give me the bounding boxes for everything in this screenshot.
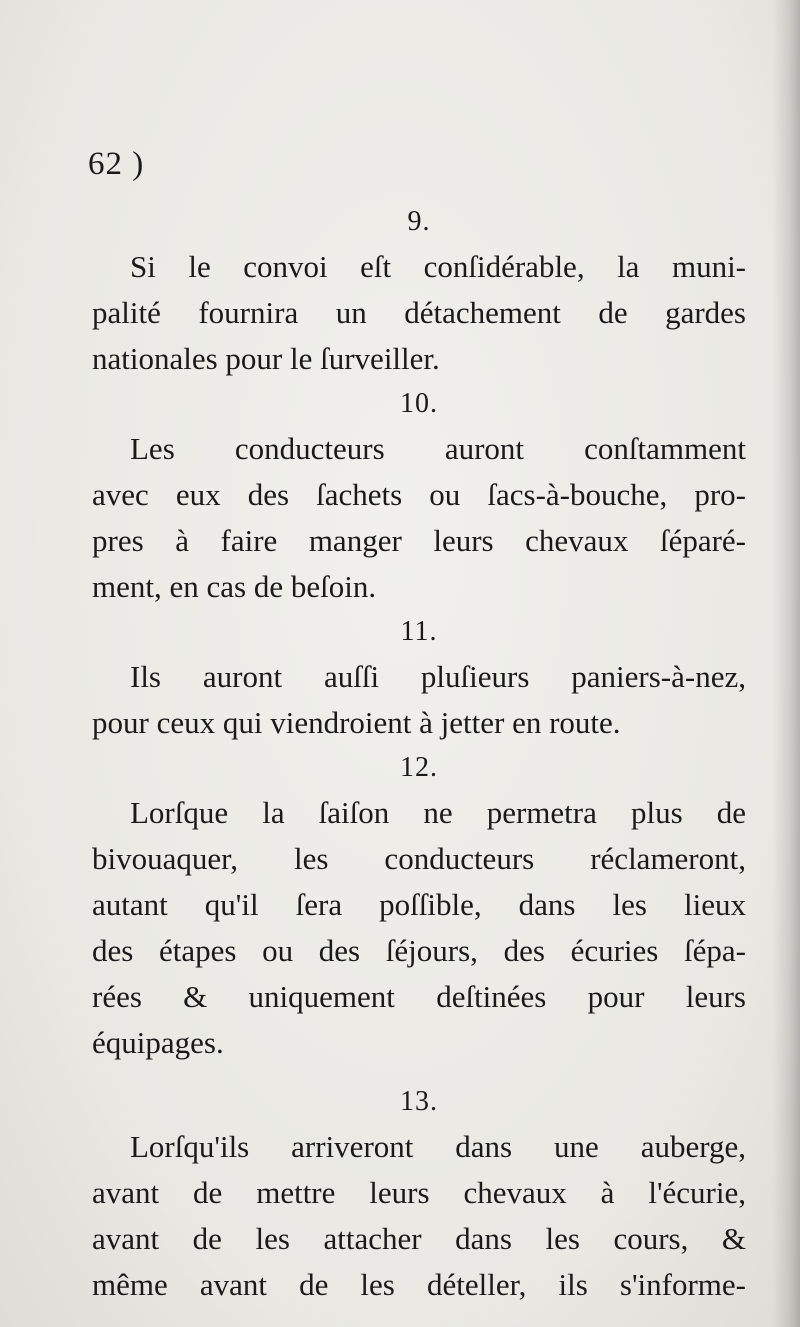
- text-line: pres à faire manger leurs chevaux ſéparé-: [92, 523, 746, 558]
- text-line: bivouaquer, les conducteurs réclameront,: [92, 841, 746, 876]
- text-line: avant de les attacher dans les cours, &: [92, 1221, 746, 1256]
- page-number: 62 ): [88, 146, 145, 182]
- text-line: Si le convoi eſt conſidérable, la muni-: [130, 249, 746, 284]
- section-number-12: 12.: [400, 752, 438, 783]
- text-line: équipages.: [92, 1025, 224, 1060]
- text-line: Lorſque la ſaiſon ne permetra plus de: [130, 795, 746, 830]
- section-number-13: 13.: [400, 1086, 438, 1117]
- text-line: même avant de les dételler, ils s'informe-: [92, 1267, 746, 1302]
- paragraph-10: [92, 426, 746, 610]
- section-number-9: 9.: [407, 206, 431, 237]
- text-line: Les conducteurs auront conſtamment: [130, 431, 746, 466]
- text-line: Ils auront auſſi pluſieurs paniers-à-nez,: [130, 659, 746, 694]
- text-line: ment, en cas de beſoin.: [92, 569, 377, 604]
- text-line: autant qu'il ſera poſſible, dans les lieux: [92, 887, 746, 922]
- text-line: avec eux des ſachets ou ſacs-à-bouche, pro-: [92, 477, 746, 512]
- paragraph-13: [92, 1124, 746, 1308]
- text-line: Lorſqu'ils arriveront dans une auberge,: [130, 1129, 746, 1164]
- section-number-10: 10.: [400, 388, 438, 419]
- text-line: avant de mettre leurs chevaux à l'écurie,: [92, 1175, 746, 1210]
- text-line: nationales pour le ſurveiller.: [92, 341, 440, 376]
- paragraph-9: [92, 244, 746, 382]
- text-line: palité fournira un détachement de gardes: [92, 295, 746, 330]
- paragraph-12: [92, 790, 746, 1066]
- text-line: des étapes ou des ſéjours, des écuries ſépa-: [92, 933, 746, 968]
- paragraph-11: [92, 654, 746, 746]
- spacer: [92, 1066, 746, 1080]
- text-line: rées & uniquement deſtinées pour leurs: [92, 979, 746, 1014]
- section-number-11: 11.: [400, 616, 438, 647]
- text-line: pour ceux qui viendroient à jetter en route.: [92, 705, 621, 740]
- text-block: [92, 200, 746, 1308]
